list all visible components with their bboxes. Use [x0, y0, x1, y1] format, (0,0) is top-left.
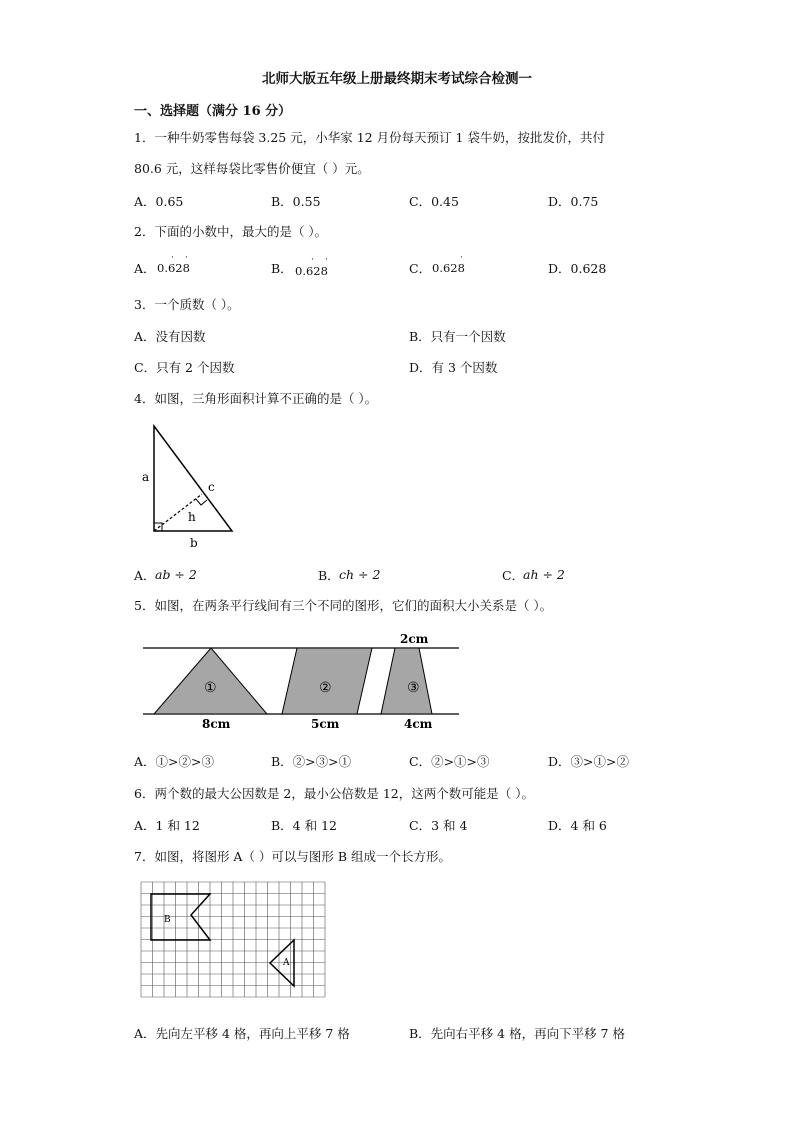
side-a-label: a [142, 470, 150, 484]
shape-2-base-label: 5cm [311, 717, 340, 731]
shape-a-label: A [283, 958, 290, 968]
q4-option-a-label: A． [134, 568, 156, 583]
q1-option-b: B．0.55 [271, 194, 321, 209]
q2-option-d: D．0.628 [548, 261, 607, 276]
shape-3-label: ③ [407, 680, 420, 696]
shape-b-label: B [164, 915, 171, 925]
q3-stem: 3．一个质数（ ）。 [134, 297, 240, 312]
height-right-angle-mark [196, 499, 207, 505]
q4-option-b-label: B． [318, 568, 340, 583]
q5-option-b: B．②>③>① [271, 754, 352, 769]
q4-stem: 4．如图，三角形面积计算不正确的是（ ）。 [134, 391, 378, 406]
q3-option-b: B．只有一个因数 [409, 329, 506, 344]
q6-stem: 6．两个数的最大公因数是 2，最小公倍数是 12，这两个数可能是（ ）。 [134, 786, 534, 801]
shape-3-base-label: 4cm [404, 717, 433, 731]
q2-option-a-number: 0.628 [157, 261, 190, 275]
q3-option-d: D．有 3 个因数 [409, 360, 498, 375]
shape-1-label: ① [204, 680, 217, 696]
q1-stem-line2: 80.6 元，这样每袋比零售价便宜（ ）元。 [134, 161, 370, 176]
shape-2-label: ② [319, 680, 332, 696]
shape-b [151, 894, 210, 940]
q6-option-c: C．3 和 4 [409, 818, 468, 833]
q5-stem: 5．如图，在两条平行线间有三个不同的图形，它们的面积大小关系是（ ）。 [134, 598, 553, 613]
shape-1-base-label: 8cm [202, 717, 231, 731]
q7-stem: 7．如图，将图形 A（ ）可以与图形 B 组成一个长方形。 [134, 849, 452, 864]
top-width-label: 2cm [400, 632, 429, 646]
q4-option-c-expr: ah ÷ 2 [523, 567, 565, 582]
q3-option-a: A．没有因数 [134, 329, 206, 344]
q4-option-c-label: C． [502, 568, 525, 583]
q5-option-d: D．③>①>② [548, 754, 629, 769]
side-c-label: c [208, 480, 215, 494]
repeat-dot: · [171, 253, 174, 263]
q2-option-b-number: 0.628 [295, 264, 328, 278]
q2-option-a-label: A． [134, 261, 156, 276]
repeat-dot: · [325, 255, 328, 265]
right-triangle-figure [134, 420, 254, 550]
page-title: 北师大版五年级上册最终期末考试综合检测一 [262, 71, 532, 87]
repeat-dot: · [311, 255, 314, 265]
parallel-lines-figure [143, 630, 463, 730]
q1-stem-line1: 1．一种牛奶零售每袋 3.25 元，小华家 12 月份每天预订 1 袋牛奶，按批发价，共付 [134, 130, 605, 145]
q4-option-b-expr: ch ÷ 2 [339, 567, 381, 582]
section-heading: 一、选择题（满分 16 分） [134, 104, 292, 119]
height-h-label: h [188, 510, 196, 524]
q5-option-a: A．①>②>③ [134, 754, 214, 769]
q2-option-b-label: B． [271, 261, 293, 276]
q2-option-c-number: 0.628 [432, 261, 465, 275]
q1-option-d: D．0.75 [548, 194, 599, 209]
q1-option-c: C．0.45 [409, 194, 459, 209]
q6-option-a: A．1 和 12 [134, 818, 200, 833]
q1-option-a: A．0.65 [134, 194, 184, 209]
q4-option-a-expr: ab ÷ 2 [155, 567, 197, 582]
q5-option-c: C．②>①>③ [409, 754, 490, 769]
side-b-label: b [190, 536, 198, 550]
repeat-dot: · [185, 253, 188, 263]
repeat-dot: · [460, 253, 463, 263]
q3-option-c: C．只有 2 个因数 [134, 360, 235, 375]
q6-option-d: D．4 和 6 [548, 818, 607, 833]
q7-option-b: B．先向右平移 4 格，再向下平移 7 格 [409, 1026, 625, 1041]
q2-stem: 2．下面的小数中，最大的是（ ）。 [134, 224, 328, 239]
q6-option-b: B．4 和 12 [271, 818, 337, 833]
q7-option-a: A．先向左平移 4 格，再向上平移 7 格 [134, 1026, 350, 1041]
grid-figure [139, 880, 339, 1005]
q2-option-c-label: C． [409, 261, 432, 276]
